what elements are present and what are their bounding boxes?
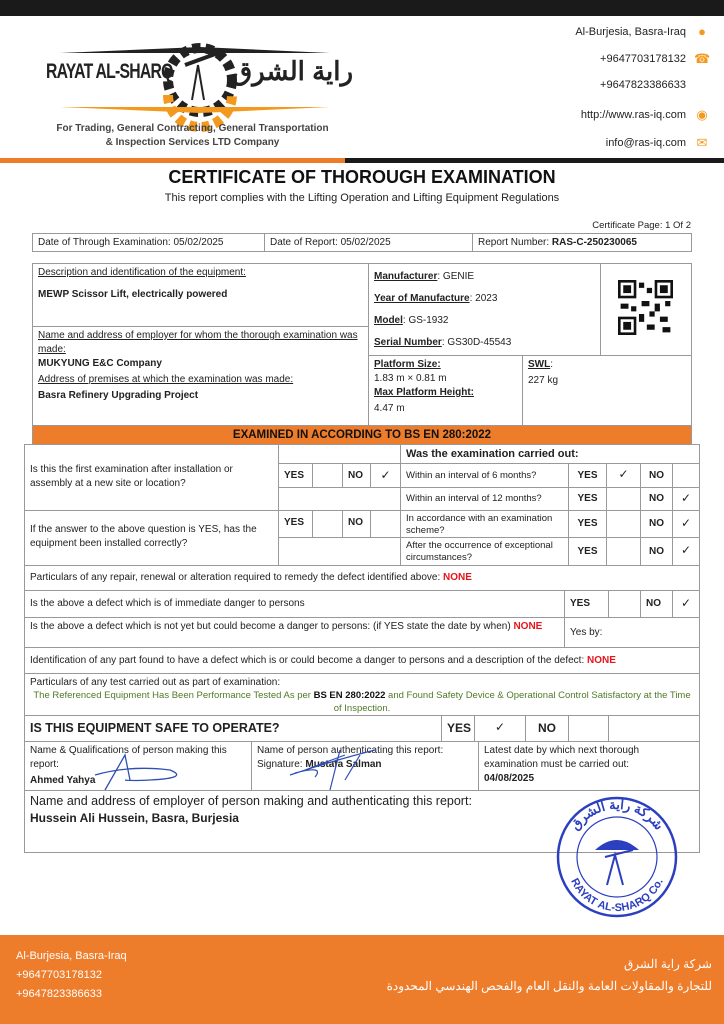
test-text-2: and Found Safety Device & Operational Control Satisfactory at the Time of Inspection. — [333, 690, 691, 714]
divider-orange — [0, 158, 345, 163]
next-label: Latest date by which next thorough examination must be carried out: — [484, 745, 640, 770]
desc-label: Description and identification of the equipment: — [38, 267, 246, 278]
interval-exceptional-no-check[interactable]: ✓ — [672, 537, 700, 566]
tagline-line-1: For Trading, General Contracting, General Transportation — [56, 123, 329, 134]
yes-label: YES — [564, 590, 609, 618]
interval-scheme-yes-box[interactable] — [606, 510, 641, 538]
swl-value: 227 kg — [528, 375, 559, 386]
no-label: NO — [640, 510, 673, 538]
future-value: NONE — [513, 621, 543, 632]
top-bar — [0, 0, 724, 16]
safe-yes-label: YES — [441, 715, 475, 742]
footer-contacts — [16, 947, 127, 1004]
blank-cell — [278, 444, 401, 464]
q1-yes-label: YES — [278, 463, 313, 488]
year — [374, 288, 595, 310]
exam-date — [32, 233, 265, 252]
report-date-text: Date of Report: 05/02/2025 — [270, 237, 391, 248]
q2-no-label: NO — [342, 510, 371, 538]
interval-exceptional: After the occurrence of exceptional circumstances? — [400, 537, 569, 566]
carried-out-heading: Was the examination carried out: — [400, 444, 700, 464]
employer-label: Name and address of employer for whom the thorough examination was made: — [38, 330, 358, 355]
label: Year of Manufacture — [374, 293, 470, 304]
immediate-danger-question: Is the above a defect which is of immediate danger to persons — [24, 590, 565, 618]
model — [374, 310, 595, 332]
contact-website[interactable] — [410, 107, 710, 123]
immediate-yes-box[interactable] — [608, 590, 641, 618]
q1-no-check[interactable]: ✓ — [370, 463, 401, 488]
qr-code[interactable] — [618, 280, 673, 335]
interval-6-yes-check[interactable]: ✓ — [606, 463, 641, 488]
immediate-no-check[interactable]: ✓ — [672, 590, 700, 618]
maker-label: Name & Qualifications of person making this report: — [30, 745, 227, 770]
address-text: Al-Burjesia, Basra-Iraq — [575, 25, 686, 38]
footer-arabic-name: شركة راية الشرق — [623, 957, 712, 971]
location-pin-icon: ● — [698, 24, 706, 39]
repair-row — [24, 565, 700, 591]
brand-name: RAYAT AL-SHARQ — [46, 60, 173, 83]
platform-value: 1.83 m × 0.81 m — [374, 373, 447, 384]
footer-phone-2: +9647823386633 — [16, 988, 102, 1000]
premises-label: Address of premises at which the examination was made: — [38, 374, 294, 385]
no-label: NO — [640, 463, 673, 488]
platform-label: Platform Size: — [374, 359, 441, 370]
standard-banner: EXAMINED IN ACCORDING TO BS EN 280:2022 — [32, 425, 692, 445]
manufacturer — [374, 266, 595, 288]
q1-yes-box[interactable] — [312, 463, 343, 488]
phone-text: +9647703178132 — [600, 53, 686, 65]
blank-cell — [278, 487, 401, 511]
yes-by-field[interactable]: Yes by: — [564, 617, 700, 648]
contact-email[interactable] — [410, 135, 710, 151]
svg-text:شركة راية الشرق: شركة راية الشرق — [567, 796, 667, 833]
employer2-value: Hussein Ali Hussein, Basra, Burjesia — [30, 811, 239, 825]
interval-12-yes-box[interactable] — [606, 487, 641, 511]
safe-no-label: NO — [525, 715, 569, 742]
phone-icon: ☎ — [694, 51, 711, 66]
maker-name: Ahmed Yahya — [30, 775, 96, 786]
company-stamp — [555, 795, 680, 920]
blank-cell — [608, 715, 700, 742]
value: : GS30D-45543 — [441, 337, 512, 348]
yes-label: YES — [568, 537, 607, 566]
interval-12-months: Within an interval of 12 months? — [400, 487, 569, 511]
tagline-line-2: & Inspection Services LTD Company — [105, 137, 280, 148]
swl-info — [522, 355, 692, 426]
label: Manufacturer — [374, 271, 438, 282]
q2-yes-box[interactable] — [312, 510, 343, 538]
footer-arabic-tagline: للتجارة والمقاولات العامة والنقل العام والفحص الهندسي المحدودة — [386, 979, 712, 993]
report-date — [264, 233, 473, 252]
svg-text:RAYAT AL-SHARQ Co.: RAYAT AL-SHARQ Co. — [568, 876, 666, 915]
next-exam-date — [478, 741, 700, 791]
signature-mustafa — [285, 745, 395, 795]
email-link[interactable]: info@ras-iq.com — [605, 137, 686, 149]
value: : 2023 — [469, 293, 498, 304]
employer-value: MUKYUNG E&C Company — [38, 358, 162, 369]
certificate-page: Certificate Page: 1 Of 2 — [592, 220, 691, 231]
interval-exceptional-yes-box[interactable] — [606, 537, 641, 566]
report-number-label: Report Number: — [478, 237, 552, 248]
report-number-value: RAS-C-250230065 — [551, 237, 637, 248]
value: : GENIE — [437, 271, 475, 282]
test-row — [24, 673, 700, 716]
yes-label: YES — [568, 463, 607, 488]
interval-scheme-no-check[interactable]: ✓ — [672, 510, 700, 538]
no-label: NO — [640, 537, 673, 566]
employer-section — [32, 326, 369, 426]
page-title: CERTIFICATE OF THOROUGH EXAMINATION — [168, 167, 556, 187]
test-text — [30, 689, 694, 715]
label: Model — [374, 315, 403, 326]
phone-text: +9647823386633 — [600, 79, 686, 91]
auth-name: Mustafa Salman — [305, 759, 382, 770]
page-subtitle: This report complies with the Lifting Operation and Lifting Equipment Regulations — [164, 192, 560, 204]
contact-address — [410, 24, 710, 39]
identification-row — [24, 647, 700, 674]
q1-no-label: NO — [342, 463, 371, 488]
contact-phone-1 — [410, 51, 710, 67]
no-label: NO — [640, 590, 673, 618]
safe-no-box[interactable] — [568, 715, 609, 742]
globe-icon: ◉ — [696, 107, 708, 122]
label: Serial Number — [374, 337, 442, 348]
q2-yes-label: YES — [278, 510, 313, 538]
blank-cell — [278, 537, 401, 566]
serial — [374, 332, 595, 354]
tagline — [30, 122, 355, 150]
footer-arabic — [387, 953, 712, 997]
test-standard: BS EN 280:2022 — [313, 690, 386, 701]
safe-to-operate-question: IS THIS EQUIPMENT SAFE TO OPERATE? — [24, 715, 442, 742]
exam-date-text: Date of Through Examination: 05/02/2025 — [38, 237, 224, 248]
identification-label: Identification of any part found to have a defect which is or could become a danger to persons and a description of the defect: — [30, 655, 588, 666]
signature-ahmed — [90, 750, 190, 792]
employer2-label: Name and address of employer of person making and authenticating this report: — [30, 794, 472, 808]
envelope-icon: ✉ — [696, 135, 708, 150]
safe-yes-check[interactable]: ✓ — [474, 715, 526, 742]
report-number — [472, 233, 692, 252]
interval-scheme: In accordance with an examination scheme? — [400, 510, 569, 538]
manufacturer-info — [368, 263, 601, 356]
footer-address: Al-Burjesia, Basra-Iraq — [16, 950, 127, 962]
interval-12-no-check[interactable]: ✓ — [672, 487, 700, 511]
no-label: NO — [640, 487, 673, 511]
interval-6-months: Within an interval of 6 months? — [400, 463, 569, 488]
future-label: Is the above a defect which is not yet but could become a danger to persons: (if YES state the date by when) — [30, 621, 514, 632]
premises-value: Basra Refinery Upgrading Project — [38, 390, 199, 401]
test-label: Particulars of any test carried out as part of examination: — [30, 677, 281, 688]
label: SWL — [528, 359, 551, 370]
equipment-description — [32, 263, 369, 327]
auth-label: Name of person authenticating this report: — [257, 745, 444, 756]
test-text-1: The Referenced Equipment Has Been Performance Tested As per — [33, 690, 314, 701]
website-link[interactable]: http://www.ras-iq.com — [580, 109, 686, 121]
height-label: Max Platform Height: — [374, 387, 475, 398]
brand-name-arabic: راية الشرق — [232, 56, 354, 86]
future-danger-question — [24, 617, 565, 648]
next-date: 04/08/2025 — [484, 773, 535, 784]
divider-black — [345, 158, 724, 163]
q2-no-box[interactable] — [370, 510, 401, 538]
footer-phone-1: +9647703178132 — [16, 969, 102, 981]
interval-6-no-box[interactable] — [672, 463, 700, 488]
question-installed-correctly: If the answer to the above question is YES, has the equipment been installed correctly? — [24, 510, 279, 566]
yes-label: YES — [568, 487, 607, 511]
swl-label: SWL: — [528, 359, 553, 370]
repair-value: NONE — [443, 572, 472, 583]
identification-value: NONE — [587, 655, 616, 666]
signature-label: Signature: — [257, 759, 306, 770]
question-first-exam: Is this the first examination after installation or assembly at a new site or location? — [24, 444, 279, 511]
height-value: 4.47 m — [374, 403, 405, 414]
footer — [0, 935, 724, 1024]
yes-label: YES — [568, 510, 607, 538]
repair-label: Particulars of any repair, renewal or alteration required to remedy the defect identified above: — [30, 572, 444, 583]
contact-phone-2 — [410, 79, 710, 91]
value: : GS-1932 — [402, 315, 449, 326]
platform-info — [368, 355, 523, 426]
desc-value: MEWP Scissor Lift, electrically powered — [38, 289, 228, 300]
